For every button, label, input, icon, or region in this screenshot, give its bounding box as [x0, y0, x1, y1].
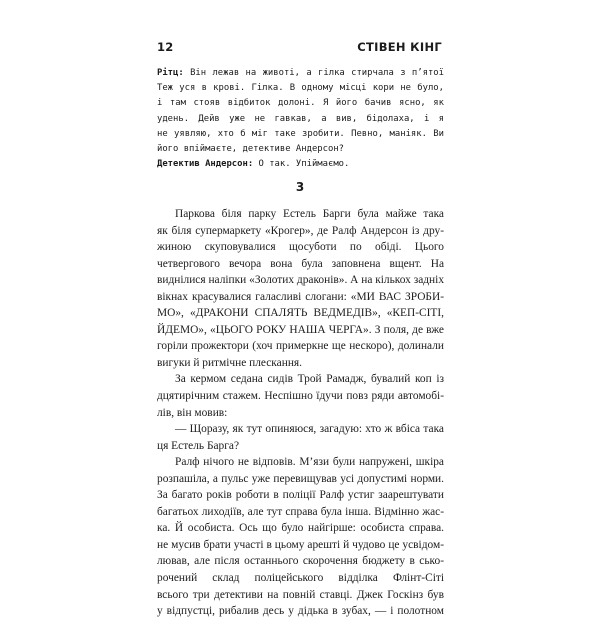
- body-line: лів, він мовив:: [157, 406, 228, 419]
- body-line: виднілися наліпки «Золотих драконів». А на кількох задніх: [157, 274, 444, 287]
- transcript-line: [157, 66, 444, 81]
- body-line: розпашіла, а пульс уже перевищував усі допустимі норми.: [157, 472, 444, 485]
- body-line: ЙДЕМО», «ЦЬОГО РОКУ НАША ЧЕРГА». З поля, де вже: [157, 323, 444, 336]
- body-line: вікнах красувалися галасливі слогани: «МИ ВАС ЗРОБИ-: [157, 290, 444, 303]
- body-line: лював, але після останнього скорочення бюджету в сько-: [157, 555, 444, 568]
- interview-transcript: [157, 66, 444, 172]
- transcript-line: удень. Дейв уже не гавкав, а вив, бідолаха, і я: [157, 113, 444, 124]
- body-line: як біля супермаркету «Крогер», де Ралф Андерсон із дру-: [157, 224, 444, 237]
- body-line: всього три детективи на повній ставці. Джек Госкінз був: [157, 588, 444, 601]
- body-line: дцятирічним стажем. Неспішно їдучи повз ряди автомобі-: [157, 390, 444, 403]
- body-line: За багато років роботи в поліції Ралф устиг заарештувати: [157, 489, 444, 502]
- speaker-label: Детектив Андерсон:: [157, 159, 254, 170]
- transcript-line: і там стояв відбиток долоні. Я його бачив ясно, як: [157, 98, 444, 109]
- author-name: СТІВЕН КІНГ: [357, 40, 442, 54]
- transcript-text: Він лежав на животі, а гілка стирчала з п’ятої: [190, 68, 444, 78]
- body-line: ка. Й особиста. Ось що було найгірше: особиста справа.: [157, 522, 444, 535]
- transcript-line: [157, 157, 444, 172]
- body-line: — Щоразу, як тут опиняюся, загадую: хто ж вбіса така: [175, 423, 444, 436]
- body-line: Паркова біля парку Естель Барги була майже така: [175, 208, 444, 220]
- running-head: [157, 40, 442, 58]
- transcript-line: його впіймаєте, детективе Андерсон?: [157, 143, 345, 154]
- transcript-line: Теж уся в крові. Гілка. В одному місці кори не було,: [157, 83, 444, 94]
- body-line: За кермом седана сидів Трой Рамадж, бувалий коп із: [175, 373, 444, 386]
- section-number: 3: [295, 180, 305, 194]
- body-line: МО», «ДРАКОНИ СПАЛЯТЬ ВЕДМЕДІВ», «КЕП-СІТІ,: [157, 307, 444, 320]
- body-line: у відпустці, рибалив десь у дідька в зубах, — і полотном: [157, 605, 444, 618]
- body-line: Ралф нічого не відповів. М’язи були напружені, шкіра: [175, 456, 444, 469]
- body-line: не мусив брати участі в цьому арешті й чудово це усвідом-: [157, 538, 444, 551]
- body-line: ця Естель Барга?: [157, 439, 240, 452]
- body-text: [157, 206, 444, 620]
- transcript-line: не уявляю, хто б міг таке зробити. Певно, маніяк. Ви: [157, 128, 444, 139]
- body-line: багатьох лиходіїв, але тут справа була інша. Відмінно жас-: [157, 505, 444, 518]
- page-number: 12: [157, 40, 174, 54]
- speaker-label: Рітц:: [157, 68, 184, 78]
- body-line: горіли прожектори (хоч примеркне ще нескоро), долинали: [157, 340, 444, 353]
- body-line: жиною скуповувалися щосуботи по обіді. Цього: [157, 241, 444, 254]
- body-line: вигуки й ритмічне плескання.: [157, 356, 303, 369]
- body-line: рочений склад поліцейського відділка Флінт-Сіті: [157, 572, 444, 585]
- body-line: четвергового вечора вона була заповнена вщент. На: [157, 257, 444, 270]
- transcript-text: О так. Упіймаємо.: [253, 159, 350, 170]
